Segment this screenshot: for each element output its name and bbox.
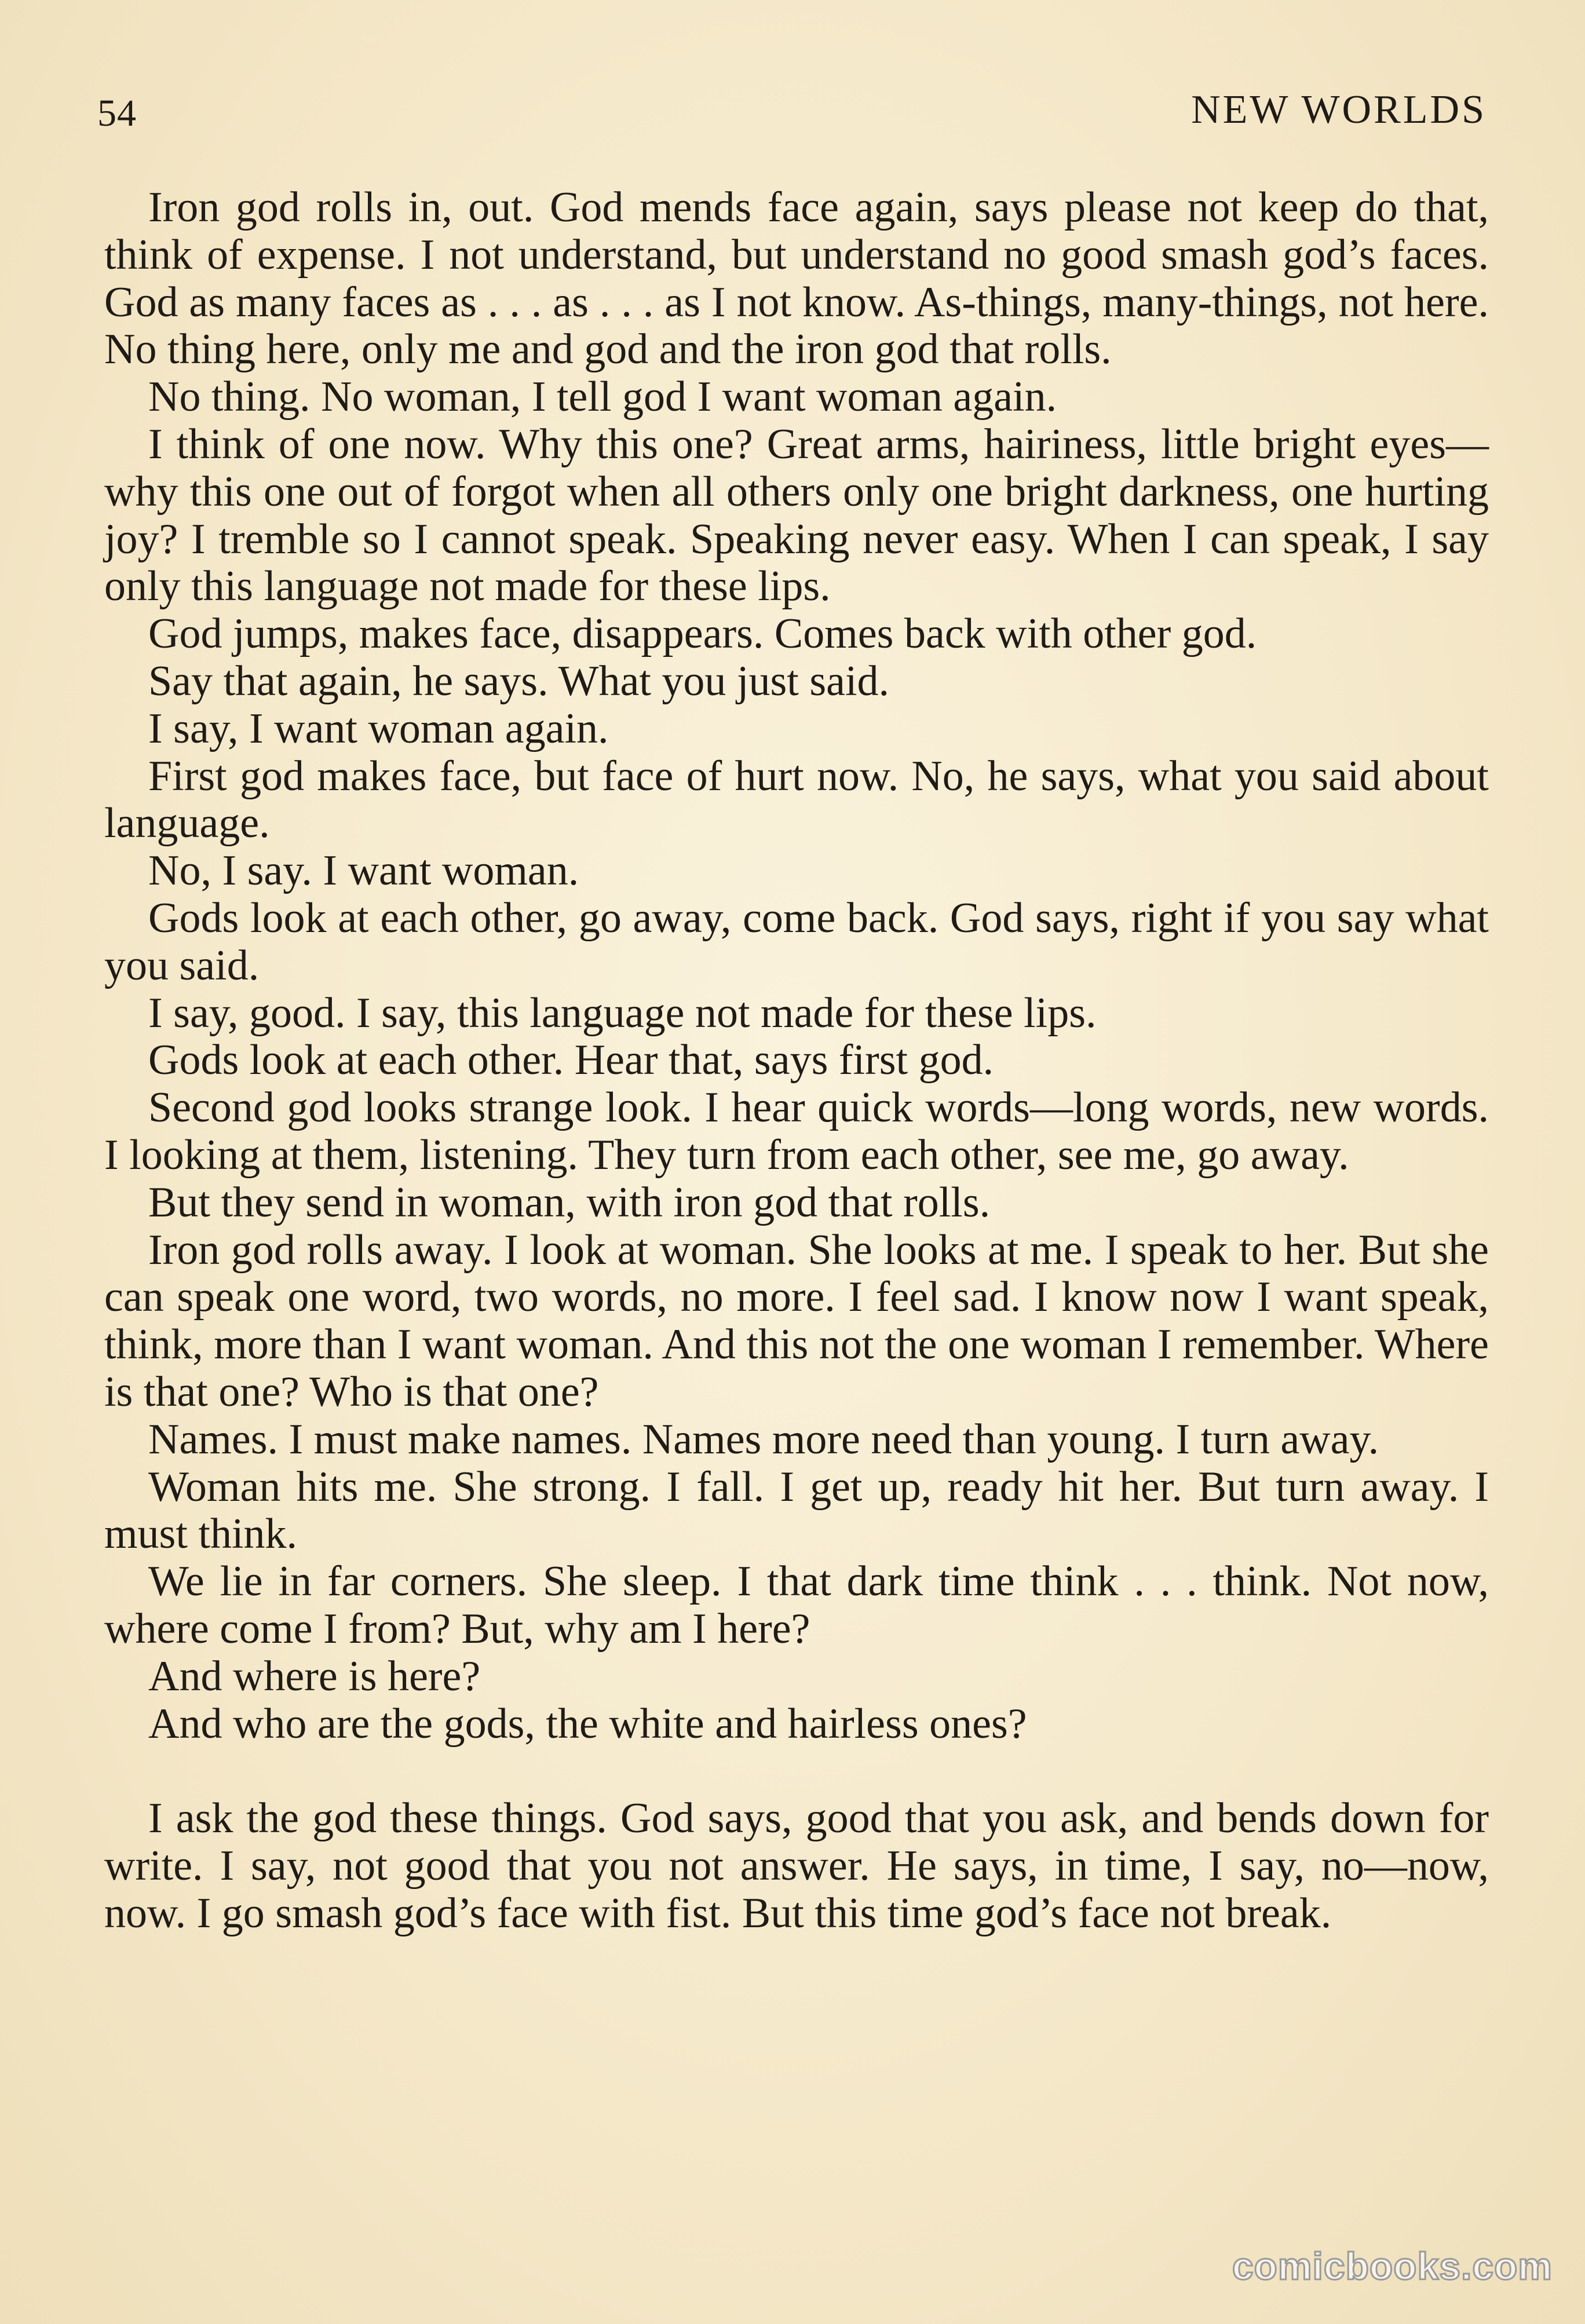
- paragraph: I ask the god these things. God says, good that you ask, and bends down for write. I say, not good that you not answer. He says, in time, I say, no—now, now. I go smash god’s face with fist. But this time god’s face not break.: [104, 1795, 1489, 1937]
- paragraph: I think of one now. Why this one? Great arms, hairiness, little bright eyes—why this one out of forgot when all others only one bright darkness, one hurting joy? I tremble so I cannot speak. Speaking never easy. When I can speak, I say only this language not made for these lips.: [104, 420, 1489, 611]
- paragraph: I say, I want woman again.: [148, 704, 609, 752]
- paragraph: We lie in far corners. She sleep. I that dark time think . . . think. Not now, where come I from? But, why am I here?: [104, 1558, 1489, 1653]
- paragraph: Iron god rolls away. I look at woman. She looks at me. I speak to her. But she can speak one word, two words, no more. I feel sad. I know now I want speak, think, more than I want woman. And this not the one woman I remember. Where is that one? Who is that one?: [104, 1226, 1489, 1416]
- paragraph: No thing. No woman, I tell god I want woman again.: [148, 373, 1057, 421]
- paragraph: And who are the gods, the white and hairless ones?: [148, 1700, 1027, 1748]
- page-number: 54: [97, 92, 137, 134]
- paragraph: Gods look at each other, go away, come back. God says, right if you say what you said.: [104, 894, 1489, 989]
- running-head: [97, 87, 1487, 139]
- paragraph: Gods look at each other. Hear that, says first god.: [148, 1036, 994, 1084]
- story-text: [104, 184, 1489, 1938]
- journal-title: NEW WORLDS: [1191, 87, 1487, 132]
- paragraph: Say that again, he says. What you just said.: [148, 657, 890, 705]
- paragraph: Iron god rolls in, out. God mends face again, says please not keep do that, think of expense. I not understand, but understand no good smash god’s faces. God as many faces as . . . as . . . as I not know. As-things, many-things, not here. No thing here, only me and god and the iron god that rolls.: [104, 184, 1489, 374]
- paragraph: Woman hits me. She strong. I fall. I get up, ready hit her. But turn away. I must think.: [104, 1463, 1489, 1558]
- paragraph: I say, good. I say, this language not made for these lips.: [148, 989, 1097, 1037]
- paragraph: No, I say. I want woman.: [148, 847, 579, 895]
- watermark: comicbooks.com: [1232, 2245, 1553, 2288]
- paragraph: God jumps, makes face, disappears. Comes back with other god.: [148, 610, 1257, 658]
- paragraph: First god makes face, but face of hurt now. No, he says, what you said about language.: [104, 752, 1489, 847]
- paragraph: Second god looks strange look. I hear quick words—long words, new words. I looking at them, listening. They turn from each other, see me, go away.: [104, 1084, 1489, 1179]
- paragraph: Names. I must make names. Names more need than young. I turn away.: [148, 1415, 1379, 1463]
- paragraph: But they send in woman, with iron god that rolls.: [148, 1178, 991, 1226]
- paragraph: And where is here?: [148, 1652, 481, 1700]
